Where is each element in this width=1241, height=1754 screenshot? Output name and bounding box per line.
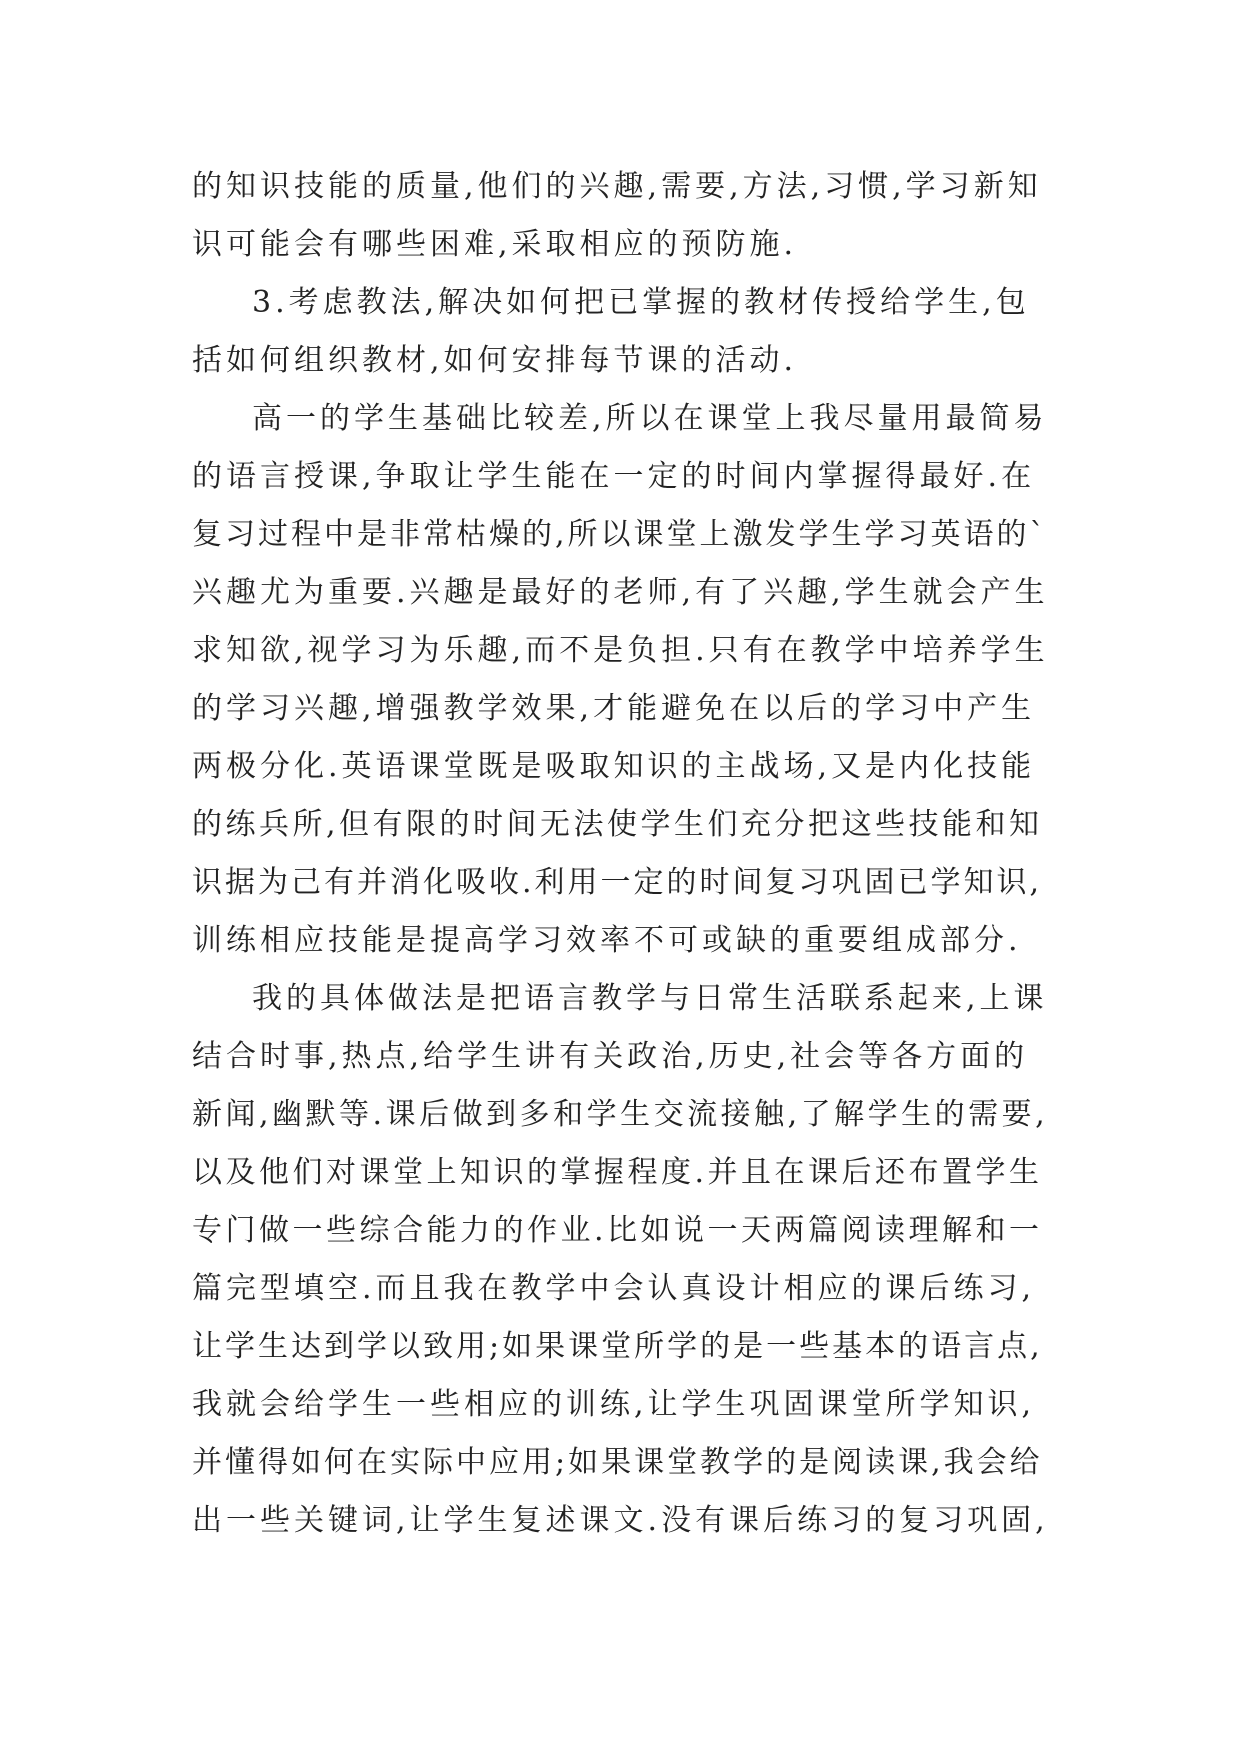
- text-line: 的练兵所,但有限的时间无法使学生们充分把这些技能和知: [192, 807, 1043, 842]
- text-line: 两极分化.英语课堂既是吸取知识的主战场,又是内化技能: [192, 749, 1036, 784]
- text-line: 的知识技能的质量,他们的兴趣,需要,方法,习惯,学习新知: [192, 169, 1042, 204]
- paragraph-first-line: 高一的学生基础比较差,所以在课堂上我尽量用最简易: [252, 401, 1048, 436]
- text-line: 专门做一些综合能力的作业.比如说一天两篇阅读理解和一: [192, 1213, 1043, 1248]
- text-line: 兴趣尤为重要.兴趣是最好的老师,有了兴趣,学生就会产生: [192, 575, 1049, 610]
- text-line: 以及他们对课堂上知识的掌握程度.并且在课后还布置学生: [192, 1155, 1043, 1190]
- text-line: 并懂得如何在实际中应用;如果课堂教学的是阅读课,我会给: [192, 1445, 1043, 1480]
- text-line: 让学生达到学以致用;如果课堂所学的是一些基本的语言点,: [192, 1329, 1043, 1364]
- text-line: 识据为己有并消化吸收.利用一定的时间复习巩固已学知识,: [192, 865, 1043, 900]
- document-body: [192, 158, 1052, 1550]
- text-line: 结合时事,热点,给学生讲有关政治,历史,社会等各方面的: [192, 1039, 1029, 1074]
- text-line: 我就会给学生一些相应的训练,让学生巩固课堂所学知识,: [192, 1387, 1036, 1422]
- text-line: 新闻,幽默等.课后做到多和学生交流接触,了解学生的需要,: [192, 1097, 1049, 1132]
- text-line: 识可能会有哪些困难,采取相应的预防施.: [192, 227, 798, 262]
- text-line: 的语言授课,争取让学生能在一定的时间内掌握得最好.在: [192, 459, 1036, 494]
- paragraph-first-line: 3.考虑教法,解决如何把已掌握的教材传授给学生,包: [252, 285, 1030, 320]
- text-line: 训练相应技能是提高学习效率不可或缺的重要组成部分.: [192, 923, 1022, 958]
- text-line: 括如何组织教材,如何安排每节课的活动.: [192, 343, 798, 378]
- text-line: 篇完型填空.而且我在教学中会认真设计相应的课后练习,: [192, 1271, 1036, 1306]
- text-line: 复习过程中是非常枯燥的,所以课堂上激发学生学习英语的`: [192, 517, 1048, 552]
- text-line: 出一些关键词,让学生复述课文.没有课后练习的复习巩固,: [192, 1503, 1049, 1538]
- paragraph-first-line: 我的具体做法是把语言教学与日常生活联系起来,上课: [252, 981, 1048, 1016]
- text-line: 的学习兴趣,增强教学效果,才能避免在以后的学习中产生: [192, 691, 1036, 726]
- text-line: 求知欲,视学习为乐趣,而不是负担.只有在教学中培养学生: [192, 633, 1049, 668]
